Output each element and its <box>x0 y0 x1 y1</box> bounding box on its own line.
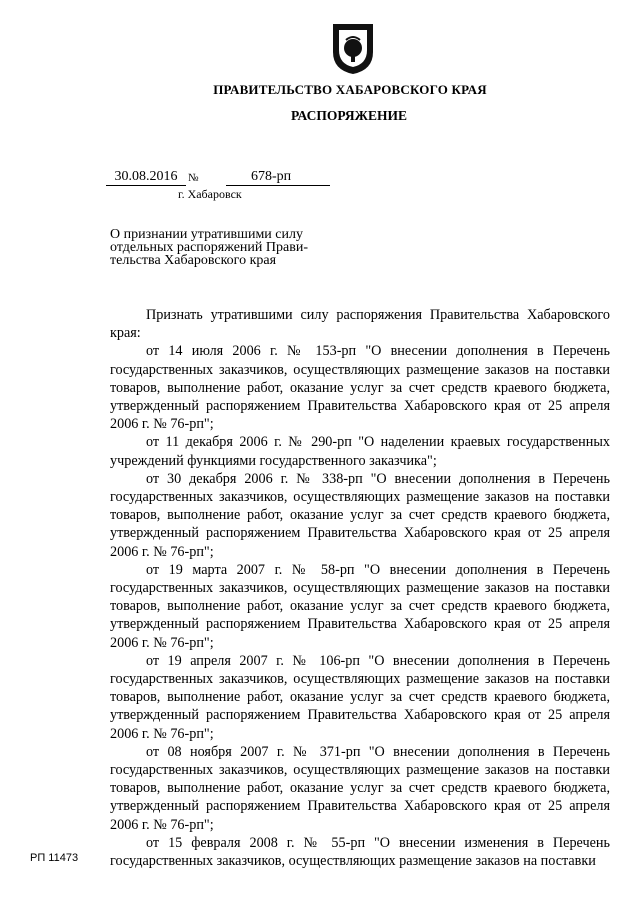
document-body <box>110 306 610 870</box>
organization-title: ПРАВИТЕЛЬСТВО ХАБАРОВСКОГО КРАЯ <box>213 82 487 97</box>
paragraph: от 15 февраля 2008 г. № 55-рп "О внесении изменения в Перечень государственных заказчиков, осуществляющих размещение заказов на поставки <box>110 834 610 870</box>
number-sign: № <box>188 172 199 184</box>
paragraph: от 30 декабря 2006 г. № 338-рп "О внесении дополнения в Перечень государственных заказчиков, осуществляющих размещение заказов на поставки товаров, выполнение работ, оказание услуг за счет средств краевого бюджета, утвержденный распоряжением Правительства Хабаровского края от 25 апреля 2006 г. № 76-рп"; <box>110 470 610 560</box>
document-date: 30.08.2016 <box>106 169 186 186</box>
coat-of-arms-icon <box>330 20 376 76</box>
paragraph: от 14 июля 2006 г. № 153-рп "О внесении дополнения в Перечень государственных заказчиков, осуществляющих размещение заказов на поставки товаров, выполнение работ, оказание услуг за счет средств краевого бюджета, утвержденный распоряжением Правительства Хабаровского края от 25 апреля 2006 г. № 76-рп"; <box>110 343 610 433</box>
paragraph: от 08 ноября 2007 г. № 371-рп "О внесении дополнения в Перечень государственных заказчиков, осуществляющих размещение заказов на поставки товаров, выполнение работ, оказание услуг за счет средств краевого бюджета, утвержденный распоряжением Правительства Хабаровского края от 25 апреля 2006 г. № 76-рп"; <box>110 743 610 833</box>
subject-line: тельства Хабаровского края <box>110 253 277 268</box>
document-type: РАСПОРЯЖЕНИЕ <box>290 108 408 123</box>
document-subject <box>110 228 330 267</box>
paragraph: Признать утратившими силу распоряжения Правительства Хабаровского края: <box>110 307 610 342</box>
city: г. Хабаровск <box>178 187 242 201</box>
paragraph: от 19 марта 2007 г. № 58-рп "О внесении дополнения в Перечень государственных заказчиков, осуществляющих размещение заказов на поставки товаров, выполнение работ, оказание услуг за счет средств краевого бюджета, утвержденный распоряжением Правительства Хабаровского края от 25 апреля 2006 г. № 76-рп"; <box>110 561 610 651</box>
paragraph: от 19 апреля 2007 г. № 106-рп "О внесении дополнения в Перечень государственных заказчиков, осуществляющих размещение заказов на поставки товаров, выполнение работ, оказание услуг за счет средств краевого бюджета, утвержденный распоряжением Правительства Хабаровского края от 25 апреля 2006 г. № 76-рп"; <box>110 652 610 742</box>
subject-line: отдельных распоряжений Прави- <box>110 240 308 255</box>
footer-code: РП 11473 <box>30 852 79 864</box>
subject-line: О признании утратившими силу <box>110 227 303 242</box>
document-number: 678-рп <box>226 169 330 186</box>
paragraph: от 11 декабря 2006 г. № 290-рп "О наделении краевых государственных учреждений функциями государственного заказчика"; <box>110 434 610 469</box>
